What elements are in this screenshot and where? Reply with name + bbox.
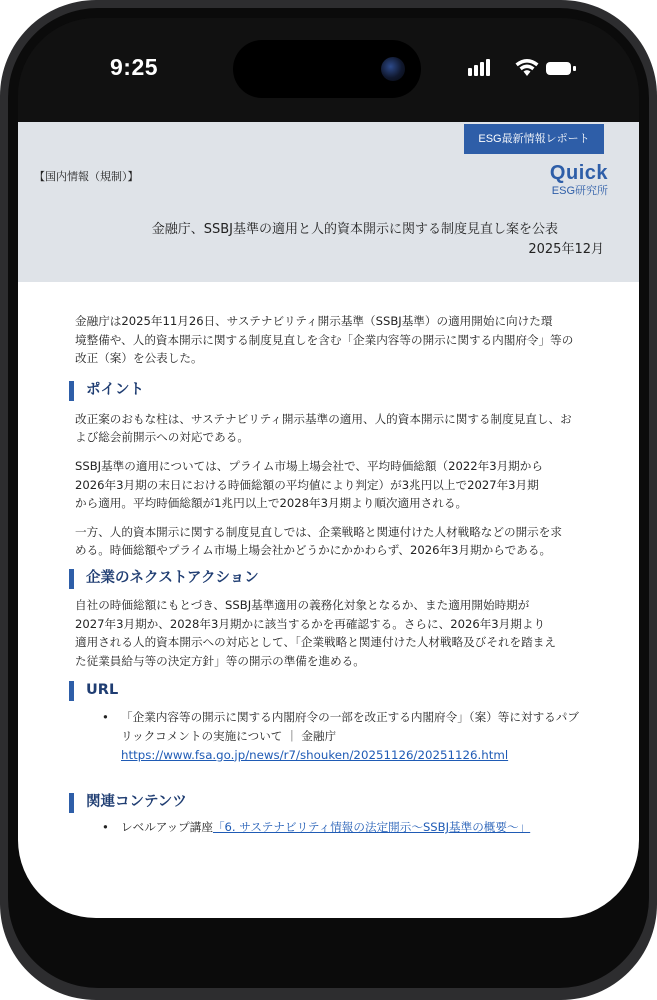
phone-screen — [18, 18, 639, 918]
points-paragraph-2 — [75, 457, 605, 513]
heading-points — [75, 378, 605, 402]
bullet-icon: • — [102, 820, 109, 835]
report-page — [18, 122, 639, 918]
intro-line: 金融庁は2025年11月26日、サステナビリティ開示基準（SSBJ基準）の適用開始に向けた環 — [75, 314, 553, 328]
intro-line: 改正（案）を公表した。 — [75, 351, 203, 366]
quick-esg-logo — [518, 162, 608, 198]
status-icons — [468, 58, 578, 80]
heading-bar — [69, 793, 74, 813]
paragraph-line: 適用される人的資本開示への対応として、「企業戦略と関連付けた人材戦略及びそれを踏まえ — [75, 635, 556, 650]
paragraph-line: SSBJ基準の適用については、プライム市場上場会社で、平均時価総額（2022年3月期から — [75, 458, 543, 473]
logo-sub-text: ESG研究所 — [551, 185, 608, 197]
paragraph-line: 自社の時価総額にもとづき、SSBJ基準適用の義務化対象となるか、また適用開始時期が — [75, 597, 530, 612]
paragraph-line: める。時価総額やプライム市場上場会社かどうかにかかわらず、2026年3月期からである。 — [75, 543, 552, 558]
wifi-icon — [514, 57, 540, 77]
fsa-link[interactable]: https://www.fsa.go.jp/news/r7/shouken/20251126/20251126.html — [121, 747, 509, 762]
url-list-item — [75, 708, 605, 764]
heading-next-action — [75, 566, 605, 590]
paragraph-line: た従業員給与等の決定方針」等の開示の準備を進める。 — [75, 653, 365, 668]
report-body — [75, 312, 605, 837]
next-action-paragraph — [75, 596, 605, 670]
heading-bar — [69, 381, 74, 401]
heading-text: URL — [86, 682, 119, 699]
camera-icon — [381, 57, 405, 81]
heading-text: 関連コンテンツ — [86, 794, 187, 811]
status-bar — [18, 18, 639, 122]
battery-tip — [573, 66, 576, 71]
paragraph-line: よび総会前開示への対応である。 — [75, 430, 249, 445]
heading-related — [75, 790, 605, 814]
status-time: 9:25 — [110, 54, 159, 80]
intro-line: 境整備や、人的資本開示に関する制度見直しを含む「企業内容等の開示に関する内閣府令」等の — [75, 332, 574, 347]
heading-text: ポイント — [86, 381, 144, 398]
logo-main-text: Quick — [549, 162, 608, 184]
paragraph-line: 一方、人的資本開示に関する制度見直しでは、企業戦略と関連付けた人材戦略などの開示を求 — [75, 524, 562, 539]
url-item-text: リックコメントの実施について ｜ 金融庁 — [121, 728, 337, 743]
report-header — [18, 122, 639, 282]
paragraph-line: 改正案のおもな柱は、サステナビリティ開示基準の適用、人的資本開示に関する制度見直し、お — [75, 411, 572, 426]
heading-url — [75, 678, 605, 702]
intro-paragraph — [75, 312, 605, 368]
paragraph-line: 2026年3月期の末日における時価総額の平均値により判定）が3兆円以上で2027年3月期 — [75, 477, 539, 492]
report-category: 【国内情報（規制）】 — [34, 170, 139, 183]
bullet-icon: • — [102, 710, 109, 725]
dynamic-island — [233, 40, 421, 98]
heading-text: 企業のネクストアクション — [86, 569, 259, 586]
url-item-text: 「企業内容等の開示に関する内閣府令の一部を改正する内閣府令」（案）等に対するパブ — [121, 710, 579, 725]
paragraph-line: 2027年3月期か、2028年3月期かに該当するかを再確認する。さらに、2026年3月期より — [75, 616, 546, 631]
heading-bar — [69, 569, 74, 589]
points-paragraph-1 — [75, 410, 605, 447]
related-course-link[interactable]: 「6. サステナビリティ情報の法定開示～SSBJ基準の概要～」 — [212, 820, 531, 835]
report-title: 金融庁、SSBJ基準の適用と人的資本開示に関する制度見直し案を公表 — [151, 222, 558, 237]
related-list-item — [75, 818, 605, 837]
battery-icon — [546, 62, 571, 75]
related-item-prefix: レベルアップ講座 — [121, 820, 213, 835]
heading-bar — [69, 681, 74, 701]
points-paragraph-3 — [75, 523, 605, 560]
report-date: 2025年12月 — [528, 242, 604, 257]
paragraph-line: から適用。平均時価総額が1兆円以上で2028年3月期より順次適用される。 — [75, 496, 468, 511]
report-tag: ESG最新情報レポート — [464, 124, 604, 154]
